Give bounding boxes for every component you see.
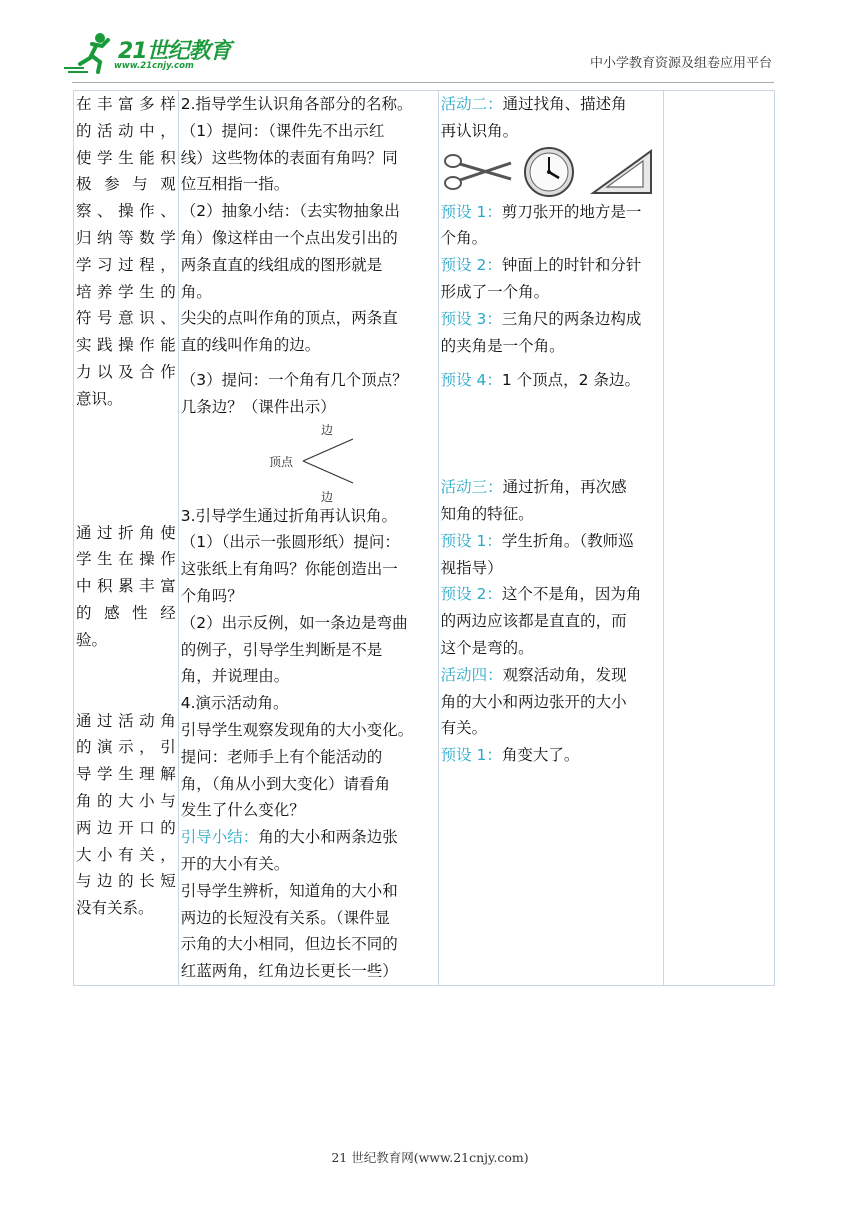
text-line: 引导小结：角的大小和两条边张 — [180, 828, 398, 847]
angle-figure — [181, 421, 439, 503]
text-line: 预设 1：学生折角。（教师巡 — [440, 531, 634, 550]
text-line: 的 感 性 经 — [76, 603, 176, 622]
text-line: 通过活动角 — [76, 711, 176, 730]
text-line: 视指导） — [440, 558, 503, 577]
text-line: 验。 — [76, 630, 108, 649]
intent-paragraph-2 — [76, 520, 176, 654]
text-line: 预设 4：1 个顶点，2 条边。 — [440, 371, 640, 390]
page-header — [0, 0, 860, 90]
angle-diagram — [181, 421, 436, 503]
text-line: 通过折角使 — [76, 523, 176, 542]
text-line: 引导学生辨析，知道角的大小和 — [180, 881, 398, 900]
text-line: 没有关系。 — [76, 899, 154, 918]
text-line: 角的大小和两边张开的大小 — [440, 692, 627, 711]
text-line: 使学生能积 — [76, 148, 176, 167]
text-line: 预设 3：三角尺的两条边构成 — [440, 309, 642, 328]
page-footer: 21 世纪教育网(www.21cnjy.com) — [331, 1150, 529, 1165]
text-line: 在丰富多样 — [76, 95, 176, 113]
text-line: 尖尖的点叫作角的顶点，两条直 — [180, 309, 398, 328]
text-line: 示角的大小相同，但边长不同的 — [180, 935, 398, 954]
student-activity-cell — [438, 91, 664, 986]
intent-paragraph-1 — [76, 91, 176, 413]
text-line: 红蓝两角，红角边长更长一些） — [180, 962, 398, 981]
scissors-icon — [445, 155, 511, 189]
text-line: （1）提问：（课件先不出示红 — [180, 121, 385, 140]
intent-paragraph-3 — [76, 708, 176, 922]
text-line: 角，并说理由。 — [180, 667, 290, 686]
text-line: 的夹角是一个角。 — [440, 336, 565, 355]
set-square-icon — [593, 151, 651, 193]
text-line: （1）（出示一张圆形纸）提问： — [180, 533, 400, 552]
text-line: 再认识角。 — [440, 121, 519, 140]
text-line: 学习过程， — [76, 255, 176, 274]
text-line: 符号意识、 — [76, 309, 176, 328]
text-line: 与边的长短 — [76, 872, 176, 891]
lesson-table — [73, 90, 775, 986]
design-intent-cell — [74, 91, 179, 986]
text-line: 这个是弯的。 — [440, 638, 534, 657]
text-line: 角的大小与 — [76, 791, 176, 810]
table-row — [74, 91, 775, 986]
platform-title: 中小学教育资源及组卷应用平台 — [589, 56, 772, 71]
text-line: 活动二：通过找角、描述角 — [440, 95, 627, 113]
text-line: 预设 1：角变大了。 — [440, 746, 580, 765]
text-line: （3）提问：一个角有几个顶点？ — [180, 370, 408, 389]
text-line: （2）抽象小结：（去实物抽象出 — [180, 202, 400, 221]
text-line: 直的线叫作角的边。 — [180, 336, 321, 355]
text-line: 角。 — [180, 282, 212, 301]
text-line: 开的大小有关。 — [180, 854, 290, 873]
text-line: 角）像这样由一个点出发引出的 — [180, 228, 398, 247]
text-line: 极 参 与 观 — [76, 175, 176, 194]
text-line: 实践操作能 — [76, 336, 176, 355]
text-line: （2）出示反例，如一条边是弯曲 — [180, 613, 408, 632]
text-line: 大小有关， — [76, 845, 176, 864]
site-logo — [62, 32, 232, 76]
text-line: 发生了什么变化？ — [180, 801, 305, 820]
text-line: 察、操作、 — [76, 202, 176, 221]
vertex-label: 顶点 — [268, 454, 293, 469]
notes-cell — [664, 91, 775, 986]
text-line: 的例子，引导学生判断是不是 — [180, 640, 383, 659]
text-line: 这张纸上有角吗？你能创造出一 — [180, 560, 398, 579]
text-line: 有关。 — [440, 719, 488, 738]
text-line: 知角的特征。 — [440, 504, 534, 523]
text-line: 角，（角从小到大变化）请看角 — [180, 774, 390, 793]
text-line: 个角吗？ — [180, 586, 243, 605]
text-line: 形成了一个角。 — [440, 282, 550, 301]
teacher-activity-cell — [178, 91, 438, 986]
text-line: 学生在操作 — [76, 550, 176, 569]
text-line: 培养学生的 — [76, 282, 176, 301]
text-line: 归纳等数学 — [76, 228, 176, 247]
text-line: 两边开口的 — [76, 818, 176, 837]
text-line: 的两边应该都是直直的，而 — [440, 612, 627, 631]
logo-text: 21世纪教育 — [118, 39, 231, 64]
text-line: 预设 1：剪刀张开的地方是一 — [440, 202, 642, 221]
text-line: 个角。 — [440, 229, 488, 248]
text-line: 4.演示活动角。 — [180, 694, 289, 713]
edge-label-bottom: 边 — [320, 489, 333, 503]
text-line: 活动四：观察活动角，发现 — [440, 665, 627, 684]
summary-label: 引导小结： — [180, 828, 259, 847]
text-line: 活动三：通过折角，再次感 — [440, 478, 627, 497]
object-pictures — [441, 147, 662, 197]
text-line: 导学生理解 — [76, 765, 176, 784]
text-line: 3.引导学生通过折角再认识角。 — [180, 506, 398, 525]
text-line: 预设 2：这个不是角，因为角 — [440, 585, 642, 604]
text-line: 线）这些物体的表面有角吗？同 — [180, 148, 398, 167]
text-line: 引导学生观察发现角的大小变化。 — [180, 720, 414, 739]
text-line: 两边的长短没有关系。（课件显 — [180, 908, 390, 927]
text-line: 力以及合作 — [76, 362, 176, 381]
text-line: 两条直直的线组成的图形就是 — [180, 255, 383, 274]
text-line: 中积累丰富 — [76, 577, 176, 596]
text-line: 几条边？（课件出示） — [180, 397, 336, 416]
runner-logo-icon — [62, 32, 118, 76]
text-line: 提问：老师手上有个能活动的 — [180, 747, 383, 766]
clock-icon — [525, 148, 573, 196]
header-divider — [72, 82, 774, 83]
text-line: 位互相指一指。 — [180, 175, 290, 194]
text-line: 的活动中， — [76, 121, 176, 140]
logo-url: www.21cnjy.com — [114, 61, 194, 71]
text-line: 预设 2：钟面上的时针和分针 — [440, 256, 642, 275]
text-line: 的演示，引 — [76, 738, 176, 757]
text-line: 2.指导学生认识角各部分的名称。 — [180, 95, 413, 113]
edge-label-top: 边 — [320, 422, 333, 437]
text-line: 意识。 — [76, 389, 123, 408]
